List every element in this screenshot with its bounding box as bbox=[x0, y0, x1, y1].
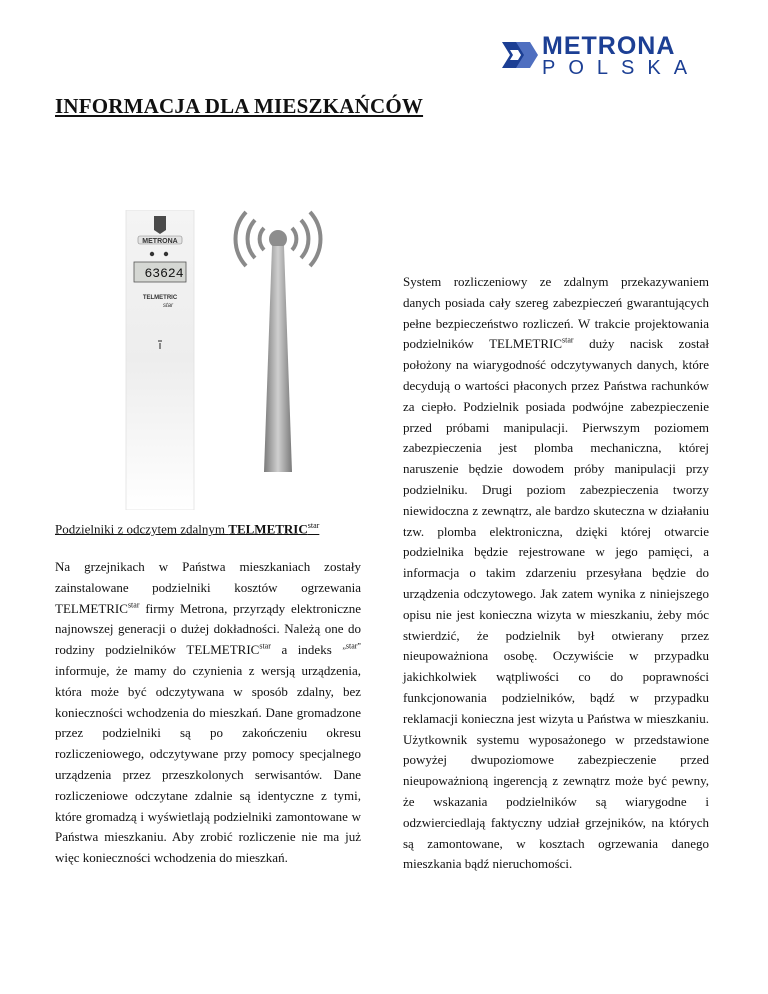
wireless-antenna-icon bbox=[228, 204, 328, 474]
telmetric-device-illustration bbox=[120, 210, 200, 510]
device-model-label: TELMETRIC bbox=[142, 295, 178, 301]
right-column-text: System rozliczeniowy ze zdalnym przekazywaniem danych posiada cały szereg zabezpieczeń gwarantujących pełne bezpieczeństwo rozliczeń. W trakcie projektowania podzielników $TELMETRIC^{star}$ duży nacisk został położony na wiarygodność odczytywanych danych, które decydują o wartości płaconych przez Państwa rachunków za ciepło. Podzielnik posiada podwójne zabezpieczenie przed próbami manipulacji. Pierwszym poziomem zabezpieczenia jest plomba mechaniczna, której naruszenie będzie dowodem próby manipulacji przy podzielniku. Drugi poziom zabezpieczenia tworzy niewidoczna z zewnątrz, ale bardzo skuteczna w działaniu tzw. plomba elektroniczna, dzięki której otwarcie podzielnika będzie rejestrowane w jego pamięci, a informacja o takim zdarzeniu przesyłana będzie do urządzenia odczytowego. Jak zatem wynika z niniejszego opisu nie jest konieczna wizyta w mieszkaniu, żeby móc stwierdzić, że podzielnik był otwierany przez nieupoważniona osobę. Oczywiście w przypadku jakichkolwiek wątpliwości co do poprawności funkcjonowania podzielników, bądź w przypadku reklamacji konieczna jest wizyta u Państwa w mieszkaniu. Użytkownik systemu wyposażonego w przedstawione powyżej dwupoziomowe zabezpieczenie przed nieupoważnioną ingerencją z zewnątrz może być pewny, że wskazania podzielników są wiarygodne i odzwierciedlają faktyczny udział grzejników, na których są zamontowane, w kosztach ogrzewania danego mieszkania bądź nieruchomości. bbox=[403, 274, 709, 872]
metrona-logo bbox=[500, 32, 715, 80]
device-brand-label: METRONA bbox=[142, 238, 178, 245]
left-column-text: Na grzejnikach w Państwa mieszkaniach zostały zainstalowane podzielniki kosztów ogrzewania $TELMETRIC^{star}$ firmy Metrona, przyrządy elektroniczne najnowszej generacji o dużej dokładności. Należą one do rodziny podzielników $TELMETRIC^{star}$ a indeks $^{„star”}$ informuje, że mamy do czynienia z wersją urządzenia, która może być odczytywana w sposób zdalny, bez konieczności wchodzenia do mieszkań. Dane gromadzone przez podzielniki są po zakończeniu okresu rozliczeniowego, odczytywane przy pomocy specjalnego urządzenia przez przeszkolonych serwisantów. Dane rozliczeniowe odczytane zdalnie są identyczne z tymi, które gromadzą i wyświetlają podzielniki zamontowane w Państwa mieszkaniu. Aby zrobić rozliczenie nie ma już więc konieczności wchodzenia do mieszkań. bbox=[55, 559, 361, 866]
device-model-suffix: star bbox=[162, 303, 174, 309]
page-title: INFORMACJA DLA MIESZKAŃCÓW bbox=[55, 94, 424, 118]
metrona-logo-mark-icon bbox=[500, 38, 538, 72]
device-caption: Podzielniki z odczytem zdalnym $TELMETRIC^{star}$ bbox=[55, 521, 320, 537]
device-lcd-reading: 63624 bbox=[144, 266, 184, 281]
logo-text-polska: POLSKA bbox=[542, 57, 701, 79]
logo-text-metrona: METRONA bbox=[542, 32, 676, 60]
